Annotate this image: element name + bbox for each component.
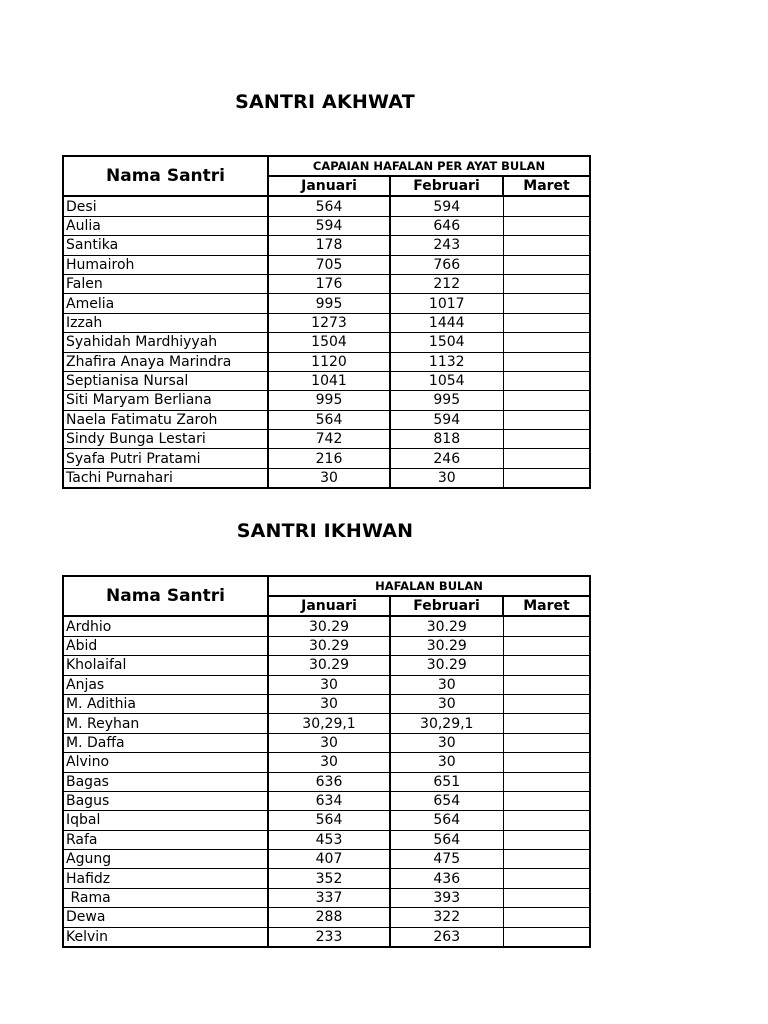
student-name-cell: Abid — [63, 636, 268, 655]
februari-cell: 263 — [390, 927, 503, 947]
maret-cell — [503, 927, 590, 947]
januari-cell: 995 — [268, 294, 390, 313]
table-row — [63, 869, 590, 888]
student-name-cell: Rama — [63, 888, 268, 907]
table-row — [63, 274, 590, 293]
januari-cell: 594 — [268, 216, 390, 235]
februari-cell: 30 — [390, 675, 503, 694]
table-row — [63, 313, 590, 332]
maret-cell — [503, 791, 590, 810]
maret-cell — [503, 468, 590, 488]
table-row — [63, 811, 590, 830]
student-name-cell: Zhafira Anaya Marindra — [63, 352, 268, 371]
maret-cell — [503, 908, 590, 927]
maret-cell — [503, 313, 590, 332]
januari-cell: 995 — [268, 391, 390, 410]
januari-cell: 30.29 — [268, 656, 390, 675]
student-name-cell: Amelia — [63, 294, 268, 313]
name-column-header: Nama Santri — [63, 576, 268, 616]
januari-cell: 288 — [268, 908, 390, 927]
februari-cell: 594 — [390, 410, 503, 429]
table-row — [63, 830, 590, 849]
table-row — [63, 255, 590, 274]
table-row — [63, 216, 590, 235]
januari-cell: 30 — [268, 694, 390, 713]
table-row — [63, 449, 590, 468]
table-row — [63, 371, 590, 390]
januari-cell: 30.29 — [268, 616, 390, 636]
section-title-akhwat: SANTRI AKHWAT — [235, 91, 415, 113]
student-name-cell: Falen — [63, 274, 268, 293]
februari-cell: 766 — [390, 255, 503, 274]
student-name-cell: M. Daffa — [63, 733, 268, 752]
februari-cell: 30 — [390, 733, 503, 752]
table-row — [63, 196, 590, 216]
februari-cell: 30 — [390, 753, 503, 772]
student-name-cell: Rafa — [63, 830, 268, 849]
month-header-maret: Maret — [503, 596, 590, 616]
januari-cell: 233 — [268, 927, 390, 947]
student-name-cell: Kelvin — [63, 927, 268, 947]
group-header: CAPAIAN HAFALAN PER AYAT BULAN — [268, 156, 590, 176]
januari-cell: 337 — [268, 888, 390, 907]
februari-cell: 646 — [390, 216, 503, 235]
student-name-cell: Naela Fatimatu Zaroh — [63, 410, 268, 429]
februari-cell: 654 — [390, 791, 503, 810]
maret-cell — [503, 675, 590, 694]
student-name-cell: Syafa Putri Pratami — [63, 449, 268, 468]
table-row — [63, 927, 590, 947]
table-row — [63, 908, 590, 927]
maret-cell — [503, 449, 590, 468]
maret-cell — [503, 391, 590, 410]
table-row — [63, 753, 590, 772]
februari-cell: 246 — [390, 449, 503, 468]
januari-cell: 1041 — [268, 371, 390, 390]
maret-cell — [503, 869, 590, 888]
table-row — [63, 888, 590, 907]
student-name-cell: Santika — [63, 236, 268, 255]
student-name-cell: Agung — [63, 850, 268, 869]
februari-cell: 1017 — [390, 294, 503, 313]
maret-cell — [503, 733, 590, 752]
maret-cell — [503, 352, 590, 371]
table-row — [63, 236, 590, 255]
februari-cell: 1054 — [390, 371, 503, 390]
januari-cell: 1120 — [268, 352, 390, 371]
student-name-cell: Aulia — [63, 216, 268, 235]
table-row — [63, 714, 590, 733]
januari-cell: 352 — [268, 869, 390, 888]
maret-cell — [503, 410, 590, 429]
februari-cell: 30.29 — [390, 636, 503, 655]
maret-cell — [503, 430, 590, 449]
table-row — [63, 410, 590, 429]
januari-cell: 30.29 — [268, 636, 390, 655]
februari-cell: 322 — [390, 908, 503, 927]
student-name-cell: Syahidah Mardhiyyah — [63, 333, 268, 352]
februari-cell: 30.29 — [390, 656, 503, 675]
maret-cell — [503, 236, 590, 255]
student-name-cell: Dewa — [63, 908, 268, 927]
student-name-cell: Siti Maryam Berliana — [63, 391, 268, 410]
februari-cell: 30 — [390, 468, 503, 488]
maret-cell — [503, 830, 590, 849]
month-header-januari: Januari — [268, 596, 390, 616]
table-row — [63, 391, 590, 410]
maret-cell — [503, 616, 590, 636]
student-name-cell: Izzah — [63, 313, 268, 332]
table-row — [63, 616, 590, 636]
student-name-cell: M. Adithia — [63, 694, 268, 713]
maret-cell — [503, 772, 590, 791]
table-row — [63, 791, 590, 810]
maret-cell — [503, 196, 590, 216]
student-name-cell: Septianisa Nursal — [63, 371, 268, 390]
maret-cell — [503, 255, 590, 274]
table-row — [63, 294, 590, 313]
student-name-cell: Ardhio — [63, 616, 268, 636]
februari-cell: 1504 — [390, 333, 503, 352]
table-row — [63, 772, 590, 791]
maret-cell — [503, 274, 590, 293]
februari-cell: 995 — [390, 391, 503, 410]
table-row — [63, 636, 590, 655]
maret-cell — [503, 294, 590, 313]
februari-cell: 30,29,1 — [390, 714, 503, 733]
januari-cell: 636 — [268, 772, 390, 791]
februari-cell: 818 — [390, 430, 503, 449]
maret-cell — [503, 333, 590, 352]
student-name-cell: Alvino — [63, 753, 268, 772]
group-header: HAFALAN BULAN — [268, 576, 590, 596]
table-row — [63, 468, 590, 488]
student-name-cell: Humairoh — [63, 255, 268, 274]
januari-cell: 30 — [268, 753, 390, 772]
table-row — [63, 430, 590, 449]
name-column-header: Nama Santri — [63, 156, 268, 196]
februari-cell: 30.29 — [390, 616, 503, 636]
month-header-februari: Februari — [390, 596, 503, 616]
februari-cell: 564 — [390, 811, 503, 830]
februari-cell: 594 — [390, 196, 503, 216]
januari-cell: 1273 — [268, 313, 390, 332]
maret-cell — [503, 753, 590, 772]
maret-cell — [503, 694, 590, 713]
student-name-cell: Sindy Bunga Lestari — [63, 430, 268, 449]
table-row — [63, 656, 590, 675]
februari-cell: 243 — [390, 236, 503, 255]
januari-cell: 742 — [268, 430, 390, 449]
januari-cell: 176 — [268, 274, 390, 293]
maret-cell — [503, 714, 590, 733]
student-name-cell: Desi — [63, 196, 268, 216]
month-header-maret: Maret — [503, 176, 590, 196]
table-row — [63, 850, 590, 869]
maret-cell — [503, 656, 590, 675]
student-name-cell: Iqbal — [63, 811, 268, 830]
februari-cell: 564 — [390, 830, 503, 849]
januari-cell: 216 — [268, 449, 390, 468]
februari-cell: 651 — [390, 772, 503, 791]
table-row — [63, 352, 590, 371]
januari-cell: 407 — [268, 850, 390, 869]
section-title-ikhwan: SANTRI IKHWAN — [236, 520, 414, 542]
maret-cell — [503, 216, 590, 235]
student-name-cell: M. Reyhan — [63, 714, 268, 733]
table-row — [63, 675, 590, 694]
januari-cell: 30 — [268, 675, 390, 694]
januari-cell: 634 — [268, 791, 390, 810]
januari-cell: 178 — [268, 236, 390, 255]
februari-cell: 30 — [390, 694, 503, 713]
januari-cell: 564 — [268, 196, 390, 216]
month-header-februari: Februari — [390, 176, 503, 196]
student-name-cell: Anjas — [63, 675, 268, 694]
student-name-cell: Bagus — [63, 791, 268, 810]
maret-cell — [503, 371, 590, 390]
januari-cell: 564 — [268, 410, 390, 429]
maret-cell — [503, 888, 590, 907]
table-row — [63, 733, 590, 752]
maret-cell — [503, 636, 590, 655]
student-name-cell: Tachi Purnahari — [63, 468, 268, 488]
student-name-cell: Bagas — [63, 772, 268, 791]
januari-cell: 30,29,1 — [268, 714, 390, 733]
februari-cell: 475 — [390, 850, 503, 869]
februari-cell: 1444 — [390, 313, 503, 332]
februari-cell: 212 — [390, 274, 503, 293]
ikhwan-table — [62, 575, 591, 948]
februari-cell: 1132 — [390, 352, 503, 371]
februari-cell: 436 — [390, 869, 503, 888]
table-row — [63, 333, 590, 352]
januari-cell: 30 — [268, 733, 390, 752]
januari-cell: 564 — [268, 811, 390, 830]
month-header-januari: Januari — [268, 176, 390, 196]
student-name-cell: Hafidz — [63, 869, 268, 888]
akhwat-table — [62, 155, 591, 489]
februari-cell: 393 — [390, 888, 503, 907]
januari-cell: 1504 — [268, 333, 390, 352]
maret-cell — [503, 850, 590, 869]
maret-cell — [503, 811, 590, 830]
student-name-cell: Kholaifal — [63, 656, 268, 675]
table-row — [63, 694, 590, 713]
januari-cell: 705 — [268, 255, 390, 274]
januari-cell: 30 — [268, 468, 390, 488]
januari-cell: 453 — [268, 830, 390, 849]
